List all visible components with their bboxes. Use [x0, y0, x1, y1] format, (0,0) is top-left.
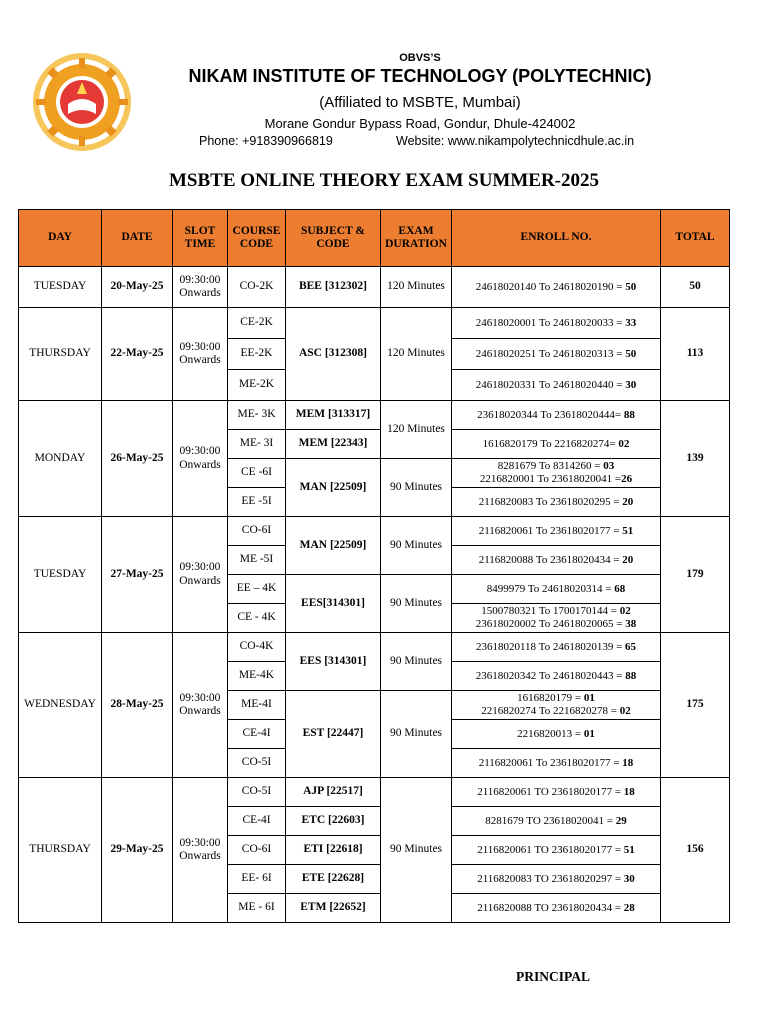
table-cell: ME-4K	[228, 662, 286, 691]
table-cell: 2116820061 To 23618020177 = 51	[452, 517, 661, 546]
table-cell: EST [22447]	[286, 691, 381, 778]
table-row	[19, 633, 730, 662]
table-cell: 1616820179 = 01 2216820274 To 2216820278 = 02	[452, 691, 661, 720]
table-cell: 26-May-25	[102, 401, 173, 517]
col-date: DATE	[102, 210, 173, 267]
table-cell: 120 Minutes	[381, 267, 452, 308]
table-cell: 27-May-25	[102, 517, 173, 633]
table-cell: ETC [22603]	[286, 807, 381, 836]
slot-time: 09:30:00	[179, 273, 221, 286]
table-cell: 90 Minutes	[381, 575, 452, 633]
table-cell: ME- 3K	[228, 401, 286, 430]
phone: Phone: +918390966819	[199, 134, 333, 148]
table-cell	[173, 267, 228, 308]
table-cell: CO-4K	[228, 633, 286, 662]
table-cell: CE - 4K	[228, 604, 286, 633]
table-cell: 120 Minutes	[381, 401, 452, 459]
address: Morane Gondur Bypass Road, Gondur, Dhule-424002	[264, 116, 576, 131]
table-cell: ME - 6I	[228, 894, 286, 923]
institute-logo-seal-icon	[24, 52, 140, 152]
table-cell: 156	[661, 778, 730, 923]
table-row	[19, 401, 730, 430]
table-cell: 29-May-25	[102, 778, 173, 923]
table-cell: 23618020342 To 24618020443 = 88	[452, 662, 661, 691]
table-cell: MONDAY	[19, 401, 102, 517]
table-cell: TUESDAY	[19, 517, 102, 633]
table-cell: EES [314301]	[286, 633, 381, 691]
document-header	[0, 0, 768, 160]
table-cell: 2116820061 To 23618020177 = 18	[452, 749, 661, 778]
table-cell: 120 Minutes	[381, 308, 452, 401]
table-cell: 22-May-25	[102, 308, 173, 401]
website: Website: www.nikampolytechnicdhule.ac.in	[396, 134, 635, 148]
col-subject: SUBJECT & CODE	[286, 210, 381, 267]
table-cell: 24618020001 To 24618020033 = 33	[452, 308, 661, 339]
table-cell: 1616820179 To 2216820274= 02	[452, 430, 661, 459]
table-cell: ME-4I	[228, 691, 286, 720]
slot-time: 09:30:00	[179, 691, 221, 704]
table-cell: 2116820088 To 23618020434 = 20	[452, 546, 661, 575]
slot-label: Onwards	[179, 287, 221, 299]
table-row	[19, 308, 730, 339]
slot-time: 09:30:00	[179, 836, 221, 849]
slot-label: Onwards	[179, 705, 221, 717]
principal-signatory: PRINCIPAL	[516, 969, 590, 984]
table-cell	[173, 778, 228, 923]
table-cell: 90 Minutes	[381, 459, 452, 517]
table-cell: 24618020331 To 24618020440 = 30	[452, 370, 661, 401]
table-cell: EES[314301]	[286, 575, 381, 633]
table-cell: 90 Minutes	[381, 517, 452, 575]
table-cell: 90 Minutes	[381, 778, 452, 923]
table-header-row	[19, 210, 730, 267]
col-course: COURSE CODE	[228, 210, 286, 267]
slot-time: 09:30:00	[179, 561, 221, 574]
table-cell: MEM [313317]	[286, 401, 381, 430]
table-cell: 175	[661, 633, 730, 778]
table-cell: MAN [22509]	[286, 517, 381, 575]
table-cell: EE- 6I	[228, 865, 286, 894]
table-cell	[173, 401, 228, 517]
col-day: DAY	[19, 210, 102, 267]
table-cell: 90 Minutes	[381, 691, 452, 778]
table-cell: 28-May-25	[102, 633, 173, 778]
table-cell: BEE [312302]	[286, 267, 381, 308]
slot-label: Onwards	[179, 574, 221, 587]
table-cell	[173, 517, 228, 633]
table-cell: 113	[661, 308, 730, 401]
table-cell: CO-6I	[228, 836, 286, 865]
table-cell: 2116820083 To 23618020295 = 20	[452, 488, 661, 517]
table-cell: ME -5I	[228, 546, 286, 575]
table-cell: CE-4I	[228, 720, 286, 749]
table-row	[19, 517, 730, 546]
table-cell: 8281679 To 8314260 = 03 2216820001 To 23618020041 =26	[452, 459, 661, 488]
table-cell: 24618020140 To 24618020190 = 50	[452, 267, 661, 308]
table-cell: 2116820088 TO 23618020434 = 28	[452, 894, 661, 923]
table-cell: ME-2K	[228, 370, 286, 401]
affiliation: (Affiliated to MSBTE, Mumbai)	[319, 94, 521, 111]
table-cell: 2116820083 TO 23618020297 = 30	[452, 865, 661, 894]
table-cell: 8499979 To 24618020314 = 68	[452, 575, 661, 604]
table-cell: CE-4I	[228, 807, 286, 836]
col-slot: SLOT TIME	[173, 210, 228, 267]
table-cell: CE -6I	[228, 459, 286, 488]
table-cell: 8281679 TO 23618020041 = 29	[452, 807, 661, 836]
table-cell: 50	[661, 267, 730, 308]
table-cell: ASC [312308]	[286, 308, 381, 401]
table-cell: 1500780321 To 1700170144 = 02 23618020002 To 24618020065 = 38	[452, 604, 661, 633]
table-cell: MEM [22343]	[286, 430, 381, 459]
table-cell: ETM [22652]	[286, 894, 381, 923]
table-cell: ME- 3I	[228, 430, 286, 459]
table-cell: THURSDAY	[19, 308, 102, 401]
table-cell: 139	[661, 401, 730, 517]
slot-time: 09:30:00	[179, 445, 221, 458]
table-cell: WEDNESDAY	[19, 633, 102, 778]
exam-schedule-table	[18, 209, 730, 923]
table-cell: MAN [22509]	[286, 459, 381, 517]
table-cell: TUESDAY	[19, 267, 102, 308]
table-cell: EE -5I	[228, 488, 286, 517]
table-cell: CO-5I	[228, 778, 286, 807]
table-cell: 2116820061 TO 23618020177 = 51	[452, 836, 661, 865]
slot-label: Onwards	[179, 850, 221, 862]
table-row	[19, 267, 730, 308]
table-cell	[173, 308, 228, 401]
slot-label: Onwards	[179, 458, 221, 471]
col-total: TOTAL	[661, 210, 730, 267]
table-cell: EE – 4K	[228, 575, 286, 604]
table-row	[19, 778, 730, 807]
slot-time: 09:30:00	[179, 340, 221, 353]
table-cell: CE-2K	[228, 308, 286, 339]
org-name: OBVS’S	[399, 52, 441, 64]
table-cell: EE-2K	[228, 339, 286, 370]
table-cell: 90 Minutes	[381, 633, 452, 691]
table-cell: ETI [22618]	[286, 836, 381, 865]
table-cell: 2116820061 TO 23618020177 = 18	[452, 778, 661, 807]
table-cell: 179	[661, 517, 730, 633]
table-cell: THURSDAY	[19, 778, 102, 923]
table-cell: CO-2K	[228, 267, 286, 308]
table-cell: ETE [22628]	[286, 865, 381, 894]
col-enroll: ENROLL NO.	[452, 210, 661, 267]
table-cell: 20-May-25	[102, 267, 173, 308]
table-cell: CO-6I	[228, 517, 286, 546]
table-cell: 2216820013 = 01	[452, 720, 661, 749]
table-cell	[173, 633, 228, 778]
institute-name: NIKAM INSTITUTE OF TECHNOLOGY (POLYTECHNIC)	[188, 66, 652, 86]
table-cell: 23618020344 To 23618020444= 88	[452, 401, 661, 430]
page-title: MSBTE ONLINE THEORY EXAM SUMMER-2025	[168, 170, 600, 191]
table-cell: CO-5I	[228, 749, 286, 778]
table-cell: 23618020118 To 24618020139 = 65	[452, 633, 661, 662]
col-duration: EXAM DURATION	[381, 210, 452, 267]
table-cell: AJP [22517]	[286, 778, 381, 807]
table-cell: 24618020251 To 24618020313 = 50	[452, 339, 661, 370]
slot-label: Onwards	[179, 354, 221, 366]
